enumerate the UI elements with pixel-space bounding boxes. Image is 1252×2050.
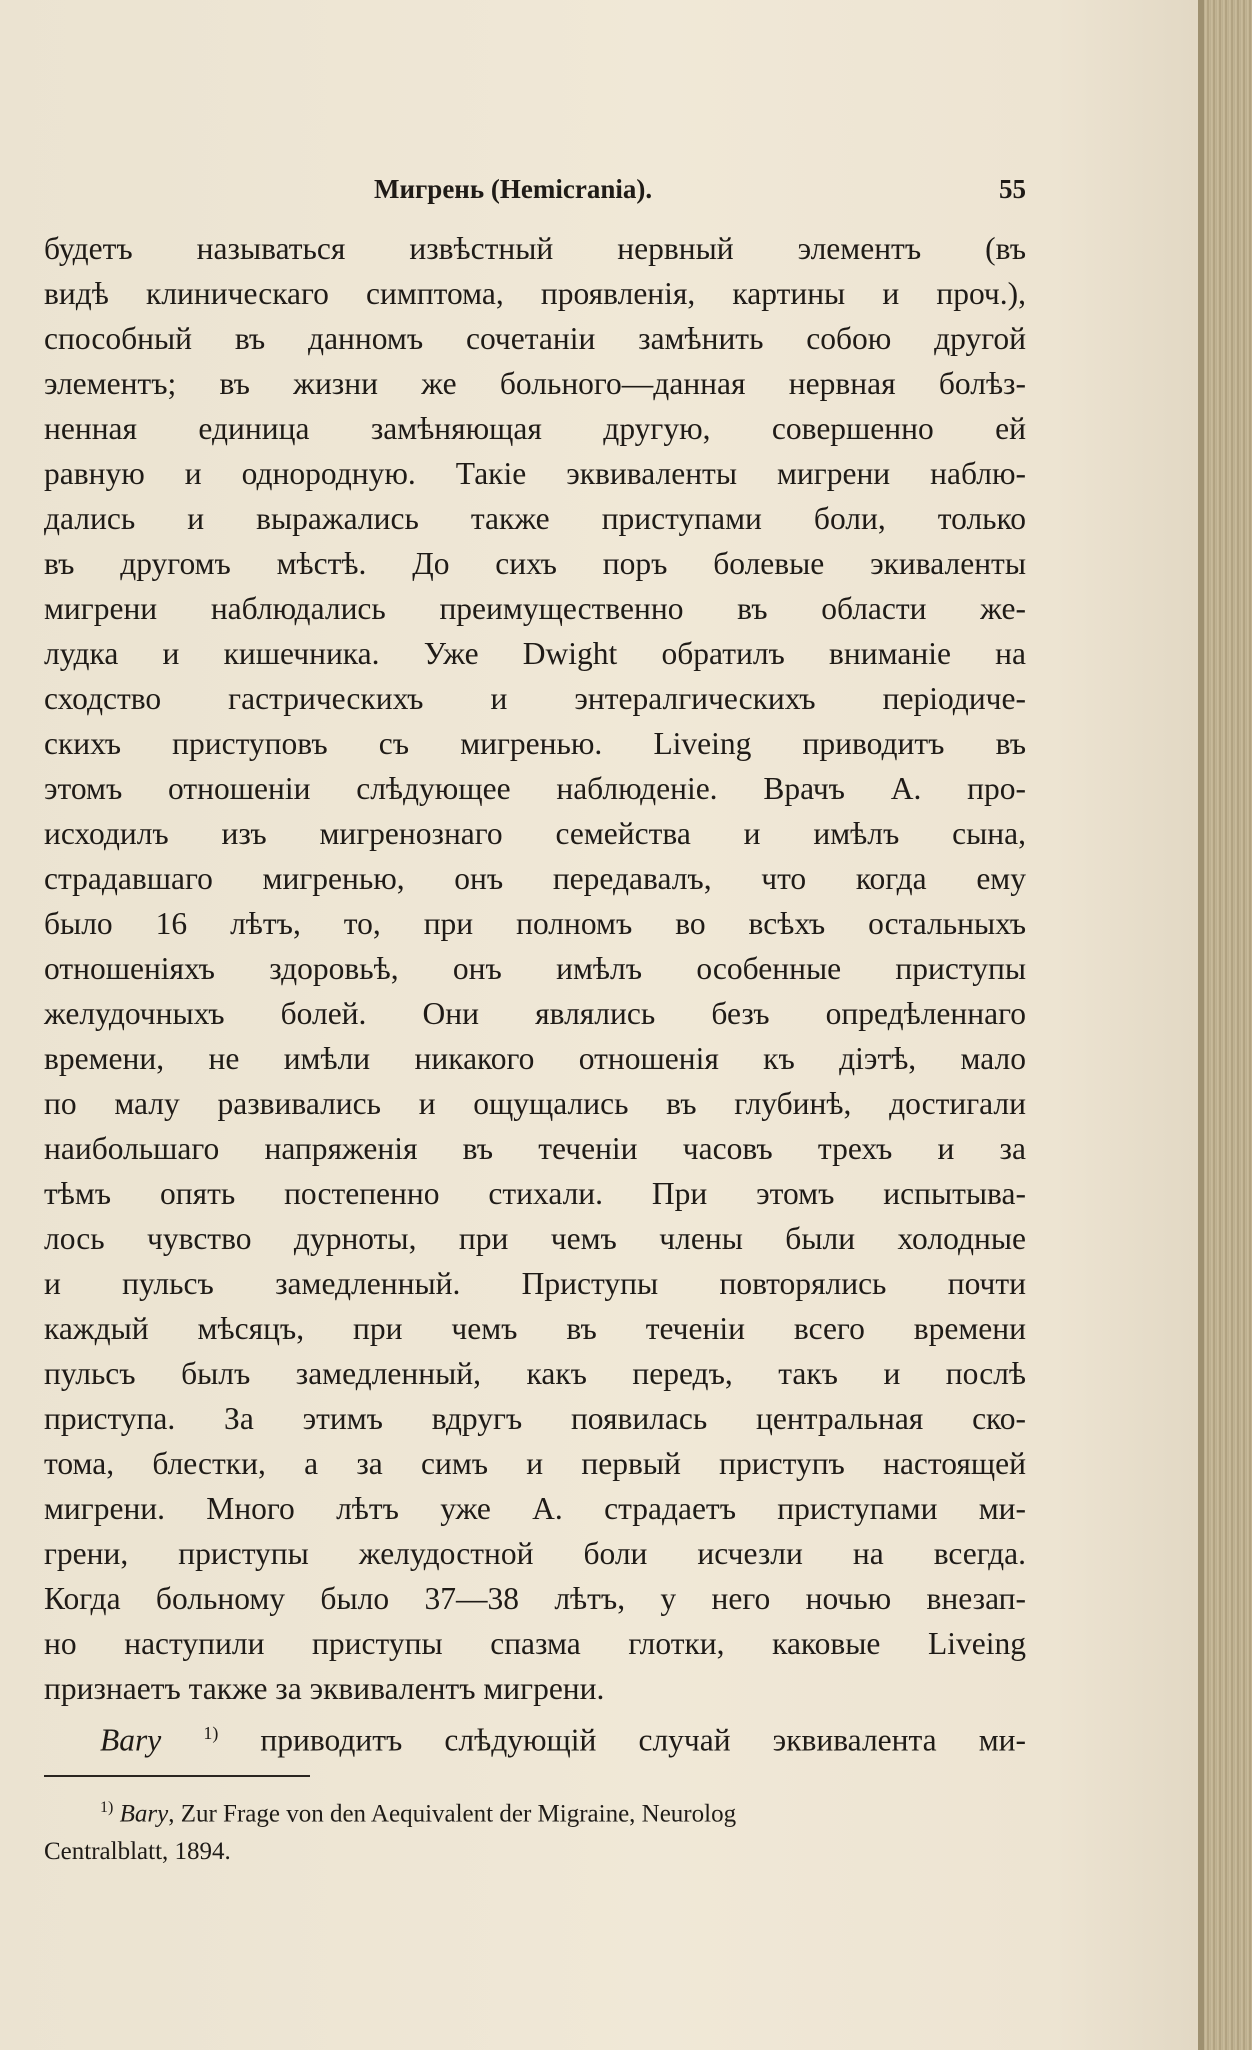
footnote-divider [44,1775,310,1777]
text-line: лудка и кишечника. Уже Dwight обратилъ вниманіе на [44,636,1026,671]
text-line: страдавшаго мигренью, онъ передавалъ, что когда ему [44,861,1026,896]
text-line: исходилъ изъ мигренознаго семейства и имѣлъ сына, [44,816,1026,851]
footnote-author: Bary [119,1800,169,1828]
text-line: желудочныхъ болей. Они являлись безъ опредѣленнаго [44,996,1026,1031]
footnote-ref: 1) [203,1723,219,1743]
text-line: отношеніяхъ здоровьѣ, онъ имѣлъ особенные приступы [44,951,1026,986]
text-line: каждый мѣсяцъ, при чемъ въ теченіи всего времени [44,1311,1026,1346]
author-name: Bary [100,1722,162,1758]
page-number: 55 [999,174,1026,204]
footnote-line-2: Centralblatt, 1894. [44,1838,231,1865]
running-header [44,168,1026,212]
text-line: тома, блестки, а за симъ и первый приступъ настоящей [44,1446,1026,1481]
text-line: тѣмъ опять постепенно стихали. При этомъ испытыва- [44,1176,1026,1211]
text-line-bary [44,1711,1026,1756]
line-text: приводитъ слѣдующій случай эквивалента ми- [218,1722,1026,1758]
text-line: грени, приступы желудостной боли исчезли на всегда. [44,1536,1026,1571]
text-line: времени, не имѣли никакого отношенія къ діэтѣ, мало [44,1041,1026,1076]
text-line: ненная единица замѣняющая другую, совершенно ей [44,411,1026,446]
text-line: сходство гастрическихъ и энтералгическихъ періодиче- [44,681,1026,716]
text-line: по малу развивались и ощущались въ глубинѣ, достигали [44,1086,1026,1121]
footnote-mark: 1) [100,1799,114,1816]
text-line: мигрени. Много лѣтъ уже А. страдаетъ приступами ми- [44,1491,1026,1526]
text-line: но наступили приступы спазма глотки, каковые Liveing [44,1626,1026,1661]
text-line: пульсъ былъ замедленный, какъ передъ, такъ и послѣ [44,1356,1026,1391]
text-line: было 16 лѣтъ, то, при полномъ во всѣхъ остальныхъ [44,906,1026,941]
text-line: лось чувство дурноты, при чемъ члены были холодные [44,1221,1026,1256]
book-page-edges [1198,0,1252,2050]
footnote [44,1786,1026,1874]
text-line: равную и однородную. Такіе эквиваленты мигрени наблю- [44,456,1026,491]
text-line: этомъ отношеніи слѣдующее наблюденіе. Врачъ А. про- [44,771,1026,806]
text-line: приступа. За этимъ вдругъ появилась центральная ско- [44,1401,1026,1436]
text-line: мигрени наблюдались преимущественно въ области же- [44,591,1026,626]
text-line: дались и выражались также приступами боли, только [44,501,1026,536]
footnote-line [44,1786,1026,1830]
chapter-title: Мигрень (Hemicrania). [374,174,653,204]
text-line: будетъ называться извѣстный нервный элементъ (въ [44,231,1026,266]
text-line: элементъ; въ жизни же больного—данная нервная болѣз- [44,366,1026,401]
body-text [44,226,1026,1756]
text-line: и пульсъ замедленный. Приступы повторялись почти [44,1266,1026,1301]
text-line: скихъ приступовъ съ мигренью. Liveing приводитъ въ [44,726,1026,761]
text-line: видѣ клиническаго симптома, проявленія, картины и проч.), [44,276,1026,311]
text-line: въ другомъ мѣстѣ. До сихъ поръ болевые экиваленты [44,546,1026,581]
text-line: признаетъ также за эквивалентъ мигрени. [44,1671,605,1706]
text-line: Когда больному было 37—38 лѣтъ, у него ночью внезап- [44,1581,1026,1616]
text-line: наибольшаго напряженія въ теченіи часовъ трехъ и за [44,1131,1026,1166]
text-line: способный въ данномъ сочетаніи замѣнить собою другой [44,321,1026,356]
footnote-text: , Zur Frage von den Aequivalent der Migraine, Neurolog [168,1800,737,1828]
